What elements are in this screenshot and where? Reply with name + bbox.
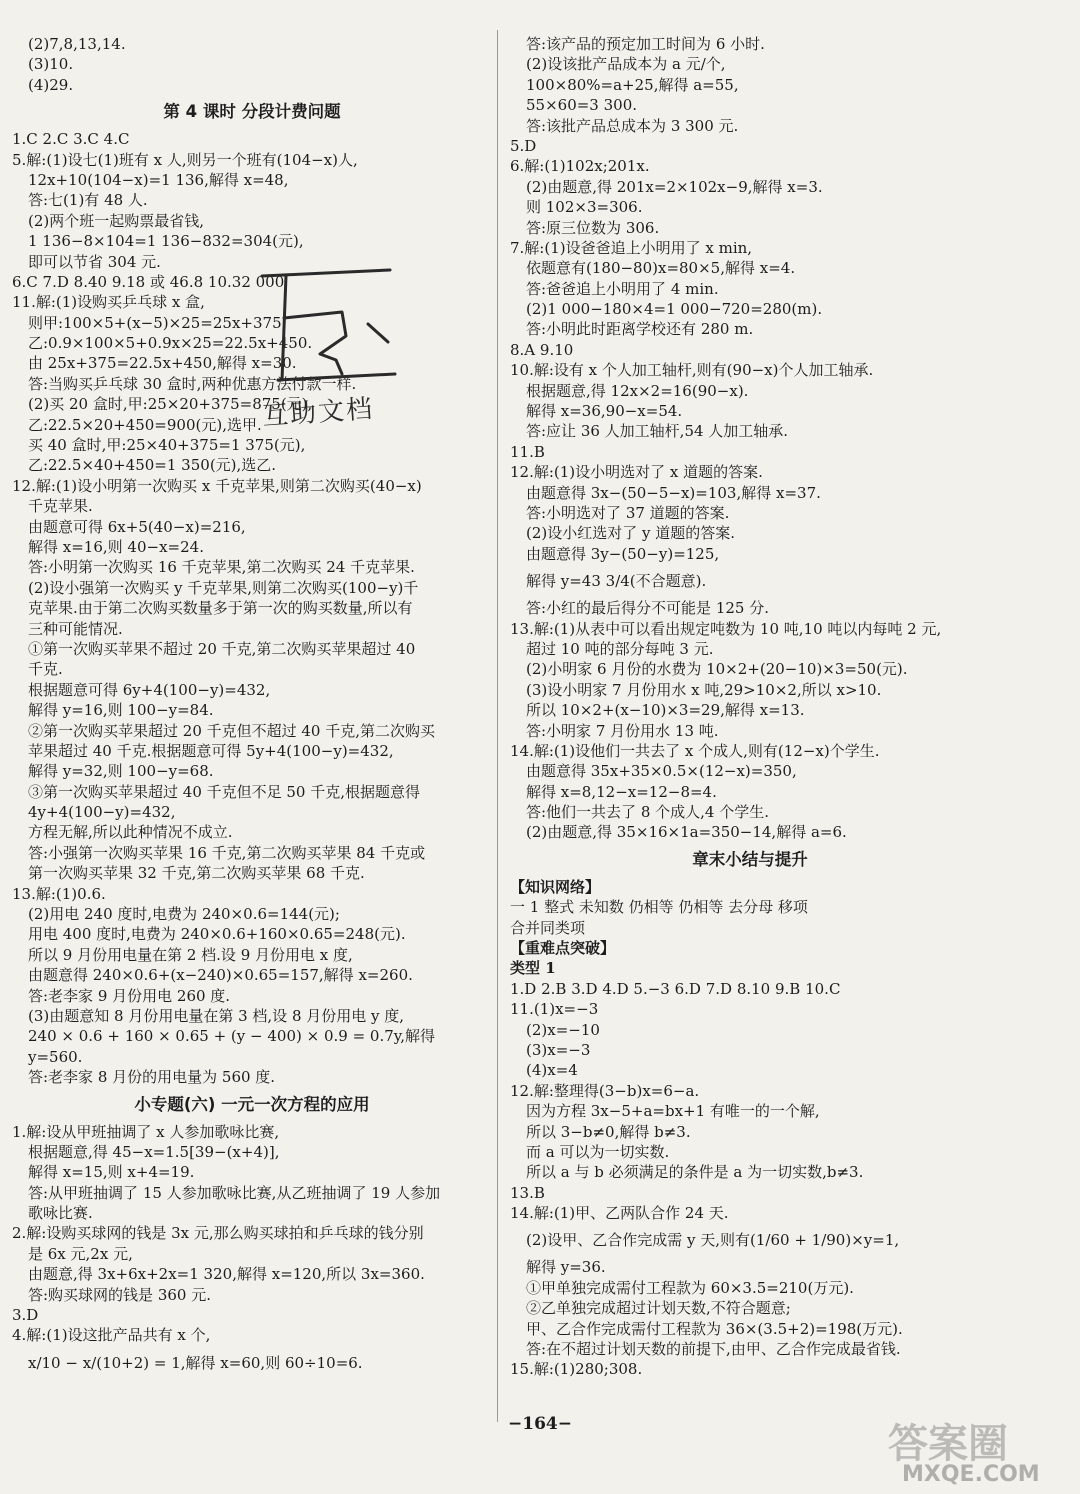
text-line: 乙:0.9×100×5+0.9x×25=22.5x+450.: [28, 334, 313, 353]
text-line: 而 a 可以为一切实数.: [526, 1142, 670, 1161]
text-line: 答:七(1)有 48 人.: [28, 191, 148, 210]
text-line: 55×60=3 300.: [526, 96, 638, 115]
text-line: 甲、乙合作完成需付工程款为 36×(3.5+2)=198(万元).: [526, 1319, 903, 1338]
text-line: 14.解:(1)甲、乙两队合作 24 天.: [510, 1204, 729, 1223]
text-line: 由题意得 3x−(50−5−x)=103,解得 x=37.: [526, 483, 821, 502]
text-line: 解得 y=32,则 100−y=68.: [28, 762, 214, 781]
text-line: (3)10.: [28, 55, 74, 74]
text-line: 一 1 整式 未知数 仍相等 仍相等 去分母 移项: [510, 898, 808, 917]
text-line: (4)29.: [28, 75, 74, 94]
text-line: (2)7,8,13,14.: [28, 35, 126, 53]
text-line: (3)由题意知 8 月份用电量在第 3 档,设 8 月份用电 y 度,: [28, 1006, 405, 1025]
text-line: (3)设小明家 7 月份用水 x 吨,29>10×2,所以 x>10.: [526, 680, 882, 699]
section-heading: 第 4 课时 分段计费问题: [163, 102, 341, 122]
text-line: 答:老李家 9 月份用电 260 度.: [28, 986, 231, 1005]
text-line: 1.解:设从甲班抽调了 x 人参加歌咏比赛,: [12, 1122, 280, 1141]
text-line: 11.B: [510, 442, 545, 461]
text-line: 14.解:(1)设他们一共去了 x 个成人,则有(12−x)个学生.: [510, 741, 880, 760]
text-line: 12.解:整理得(3−b)x=6−a.: [510, 1081, 700, 1100]
text-line: 千克.: [28, 660, 63, 679]
text-line: 11.(1)x=−3: [510, 1000, 599, 1019]
text-line: 由题意可得 6x+5(40−x)=216,: [28, 517, 246, 536]
text-line: (2)设该批产品成本为 a 元/个,: [526, 55, 726, 74]
text-line: 用电 400 度时,电费为 240×0.6+160×0.65=248(元).: [28, 925, 406, 944]
text-line: 由题意得 3y−(50−y)=125,: [526, 544, 720, 563]
text-line: (2)1 000−180×4=1 000−720=280(m).: [526, 300, 823, 319]
text-line: 答:小明家 7 月份用水 13 吨.: [526, 721, 719, 740]
text-line: 1.C 2.C 3.C 4.C: [12, 130, 130, 149]
text-line: ①第一次购买苹果不超过 20 千克,第二次购买苹果超过 40: [28, 639, 416, 658]
text-line: 答:购买球网的钱是 360 元.: [28, 1285, 211, 1304]
text-line: 依题意有(180−80)x=80×5,解得 x=4.: [526, 259, 796, 278]
text-line: 答:该产品的预定加工时间为 6 小时.: [526, 35, 765, 53]
text-line: 答:从甲班抽调了 15 人参加歌咏比赛,从乙班抽调了 19 人参加: [28, 1183, 441, 1202]
text-line: (4)x=4: [526, 1061, 578, 1080]
watermark: [888, 1412, 1078, 1492]
text-line: 答:小明第一次购买 16 千克苹果,第二次购买 24 千克苹果.: [28, 558, 415, 577]
text-line: 因为方程 3x−5+a=bx+1 有唯一的一个解,: [526, 1102, 820, 1121]
text-line: 超过 10 吨的部分每吨 3 元.: [526, 639, 714, 658]
text-line: 千克苹果.: [28, 497, 93, 516]
text-line: 4.解:(1)设这批产品共有 x 个,: [12, 1326, 211, 1345]
text-line: 6.解:(1)102x;201x.: [510, 157, 650, 176]
text-line: 即可以节省 304 元.: [28, 252, 161, 271]
text-line: 答:原三位数为 306.: [526, 218, 660, 237]
text-line: 苹果超过 40 千克.根据题意可得 5y+4(100−y)=432,: [28, 741, 394, 760]
text-line: 解得 x=8,12−x=12−8=4.: [526, 782, 717, 801]
text-line: 答:小强第一次购买苹果 16 千克,第二次购买苹果 84 千克或: [28, 843, 426, 862]
text-line: 12.解:(1)设小明第一次购买 x 千克苹果,则第二次购买(40−x): [12, 476, 422, 495]
page-number: −164−: [508, 1414, 572, 1434]
text-line: (2)设小红选对了 y 道题的答案.: [526, 524, 736, 543]
text-line: (2)x=−10: [526, 1020, 600, 1039]
text-line: 根据题意可得 6y+4(100−y)=432,: [28, 680, 271, 699]
text-line: 乙:22.5×40+450=1 350(元),选乙.: [28, 456, 277, 475]
right-column: [510, 34, 990, 1380]
text-line: 乙:22.5×20+450=900(元),选甲.: [28, 415, 262, 434]
text-line: 所以 10×2+(x−10)×3=29,解得 x=13.: [526, 701, 805, 720]
text-line: 答:小明此时距离学校还有 280 m.: [526, 320, 754, 339]
text-line: 解得 y=16,则 100−y=84.: [28, 701, 214, 720]
text-line: 10.解:设有 x 个人加工轴杆,则有(90−x)个人加工轴承.: [510, 361, 874, 380]
text-line: 1 136−8×104=1 136−832=304(元),: [28, 232, 304, 251]
text-line: 8.A 9.10: [510, 340, 574, 359]
text-line: 答:爸爸追上小明用了 4 min.: [526, 279, 719, 298]
text-line: 所以 a 与 b 必须满足的条件是 a 为一切实数,b≠3.: [526, 1163, 864, 1182]
text-line: 答:他们一共去了 8 个成人,4 个学生.: [526, 803, 769, 822]
text-line: 是 6x 元,2x 元,: [28, 1244, 133, 1263]
text-line: 答:当购买乒乓球 30 盒时,两种优惠方法付款一样.: [28, 374, 357, 393]
text-line: 15.解:(1)280;308.: [510, 1360, 643, 1379]
text-line: 6.C 7.D 8.40 9.18 或 46.8 10.32 000: [12, 272, 285, 291]
text-line: 所以 3−b≠0,解得 b≠3.: [526, 1122, 691, 1141]
text-line: 由题意得 240×0.6+(x−240)×0.65=157,解得 x=260.: [28, 966, 413, 985]
text-line: 三种可能情况.: [28, 619, 123, 638]
text-line: 合并同类项: [510, 918, 586, 937]
text-line: ②第一次购买苹果超过 20 千克但不超过 40 千克,第二次购买: [28, 721, 436, 740]
text-line: (2)用电 240 度时,电费为 240×0.6=144(元);: [28, 905, 340, 924]
text-line: ③第一次购买苹果超过 40 千克但不足 50 千克,根据题意得: [28, 782, 421, 801]
text-line: ②乙单独完成超过计划天数,不符合题意;: [526, 1299, 791, 1318]
text-line: 答:小明选对了 37 道题的答案.: [526, 503, 730, 522]
text-line: 解得 x=15,则 x+4=19.: [28, 1163, 195, 1182]
text-line: 解得 x=36,90−x=54.: [526, 402, 683, 421]
text-line: 13.解:(1)从表中可以看出规定吨数为 10 吨,10 吨以内每吨 2 元,: [510, 619, 942, 638]
text-line: 答:在不超过计划天数的前提下,由甲、乙合作完成最省钱.: [526, 1340, 901, 1359]
watermark-logo: 答案圈: [888, 1421, 1008, 1467]
text-line: 1.D 2.B 3.D 4.D 5.−3 6.D 7.D 8.10 9.B 10.C: [510, 979, 841, 998]
text-line: 12x+10(104−x)=1 136,解得 x=48,: [28, 170, 289, 189]
text-line: 克苹果.由于第二次购买数量多于第一次的购买数量,所以有: [28, 599, 413, 618]
text-line: 7.解:(1)设爸爸追上小明用了 x min,: [510, 238, 753, 257]
text-line: 12.解:(1)设小明选对了 x 道题的答案.: [510, 463, 763, 482]
text-line: (2)设甲、乙合作完成需 y 天,则有(1/60 + 1/90)×y=1,: [526, 1231, 900, 1250]
column-divider: [497, 30, 498, 1422]
text-line: 100×80%=a+25,解得 a=55,: [526, 75, 739, 94]
text-line: (2)两个班一起购票最省钱,: [28, 211, 205, 230]
text-line: y=560.: [28, 1047, 83, 1066]
text-line: 3.D: [12, 1306, 39, 1325]
left-column: [12, 34, 492, 1380]
text-line: 方程无解,所以此种情况不成立.: [28, 823, 233, 842]
text-line: (2)由题意,得 35×16×1a=350−14,解得 a=6.: [526, 823, 847, 842]
text-line: 240 × 0.6 + 160 × 0.65 + (y − 400) × 0.9 = 0.7y,解得: [28, 1027, 436, 1046]
text-line: 由题意,得 3x+6x+2x=1 320,解得 x=120,所以 3x=360.: [28, 1265, 425, 1284]
text-line: 5.D: [510, 136, 537, 155]
text-line: 解得 x=16,则 40−x=24.: [28, 537, 204, 556]
text-line: 【重难点突破】: [510, 939, 616, 958]
text-line: 类型 1: [510, 959, 556, 978]
text-line: 13.解:(1)0.6.: [12, 884, 106, 903]
text-line: 由 25x+375=22.5x+450,解得 x=30.: [28, 354, 297, 373]
text-line: 2.解:设购买球网的钱是 3x 元,那么购买球拍和乒乓球的钱分别: [12, 1224, 424, 1243]
text-line: 第一次购买苹果 32 千克,第二次购买苹果 68 千克.: [28, 864, 365, 883]
text-line: (3)x=−3: [526, 1040, 591, 1059]
text-line: 11.解:(1)设购买乒乓球 x 盒,: [12, 293, 205, 312]
text-line: 【知识网络】: [510, 877, 601, 896]
text-line: 答:该批产品总成本为 3 300 元.: [526, 116, 739, 135]
text-line: x/10 − x/(10+2) = 1,解得 x=60,则 60÷10=6.: [28, 1353, 363, 1372]
text-line: 所以 9 月份用电量在第 2 档.设 9 月份用电 x 度,: [28, 945, 353, 964]
text-line: 根据题意,得 12x×2=16(90−x).: [526, 381, 749, 400]
text-line: 5.解:(1)设七(1)班有 x 人,则另一个班有(104−x)人,: [12, 150, 358, 169]
text-line: 则 102×3=306.: [526, 198, 643, 217]
section-heading: 章末小结与提升: [692, 849, 808, 869]
text-line: 13.B: [510, 1183, 545, 1202]
text-line: (2)由题意,得 201x=2×102x−9,解得 x=3.: [526, 177, 823, 196]
text-line: 答:小红的最后得分不可能是 125 分.: [526, 599, 769, 618]
section-heading: 小专题(六) 一元一次方程的应用: [134, 1094, 370, 1114]
watermark-url: MXQE.COM: [902, 1462, 1040, 1487]
stamp-text: 互助文档: [261, 394, 376, 432]
text-line: 答:老李家 8 月份的用电量为 560 度.: [28, 1068, 276, 1087]
text-line: 根据题意,得 45−x=1.5[39−(x+4)],: [28, 1142, 280, 1161]
text-line: 由题意得 35x+35×0.5×(12−x)=350,: [526, 762, 797, 781]
text-line: ①甲单独完成需付工程款为 60×3.5=210(万元).: [526, 1278, 854, 1297]
text-line: (2)小明家 6 月份的水费为 10×2+(20−10)×3=50(元).: [526, 660, 908, 679]
text-line: 答:应让 36 人加工轴杆,54 人加工轴承.: [526, 422, 789, 441]
text-line: (2)买 20 盒时,甲:25×20+375=875(元),: [28, 395, 313, 414]
text-line: 买 40 盒时,甲:25×40+375=1 375(元),: [28, 436, 306, 455]
text-line: 则甲:100×5+(x−5)×25=25x+375,: [28, 313, 287, 332]
text-line: 歌咏比赛.: [28, 1204, 93, 1223]
text-line: 4y+4(100−y)=432,: [28, 803, 176, 822]
text-line: 解得 y=43 3/4(不合题意).: [526, 572, 707, 591]
text-line: 解得 y=36.: [526, 1258, 606, 1277]
text-line: (2)设小强第一次购买 y 千克苹果,则第二次购买(100−y)千: [28, 578, 419, 597]
